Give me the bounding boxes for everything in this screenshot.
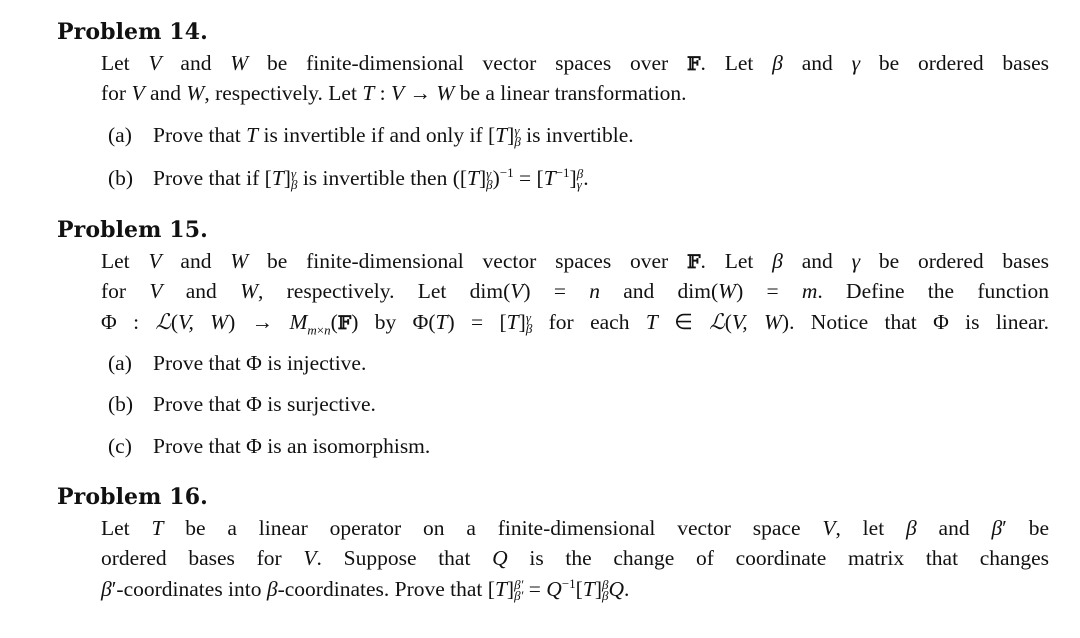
problem-14-title: Problem 14. [57,19,208,45]
problem-16-title: Problem 16. [57,484,208,510]
problem-sheet: Problem 14. Let V and W be finite-dimensional vector spaces over 𝔽. Let β and γ be ordered bases for V and W, respectively. Let T : V → W be a linear transformation. (a) Prove that T is invertible if and only if [T] γ β is invertible. (b) Prove that if [T] γ β is invertible then ([T] γ β )$^{-1} = [T^{-1}]$ β γ . Problem 15. Let V and W be finite-dimensional vector spaces over 𝔽. Let β and γ be ordered bases for V and W, respectively. Let dim(V) = n and dim(W) = m. Define the function Φ : ℒ(V, $W) \to M_{m\times n}(𝔽)$ by Φ(T) = [T] γ β for each T ∈ ℒ(V, W). Notice that Φ is linear. (a) Prove that Φ is injective. (b) Prove that Φ is surjective. (c) Prove that Φ is an isomorphism. Problem 16. Let T be a linear operator on a finite-dimensional vector space V, let β and β′ be ordered bases for V. Suppose that Q is the change of coordinate matrix that changes β′-coordinates into β-coordinates. Prove that [T] β′ β′ = $Q^{-1}[T]$ β β Q. [57,19,1050,603]
problem-15-title: Problem 15. [57,217,208,243]
problem-14-part-a: (a) Prove that T is invertible if and only if [T] γ β is invertible. [108,123,634,149]
problem-15-part-b: (b) Prove that Φ is surjective. [108,392,376,416]
problem-15-part-a: (a) Prove that Φ is injective. [108,351,367,375]
problem-14-part-b: (b) Prove that if [T] γ β is invertible then ([T] γ β )$^{-1} = [T^{-1}]$ β γ . [108,164,589,192]
problem-15-part-c: (c) Prove that Φ is an isomorphism. [108,434,431,458]
